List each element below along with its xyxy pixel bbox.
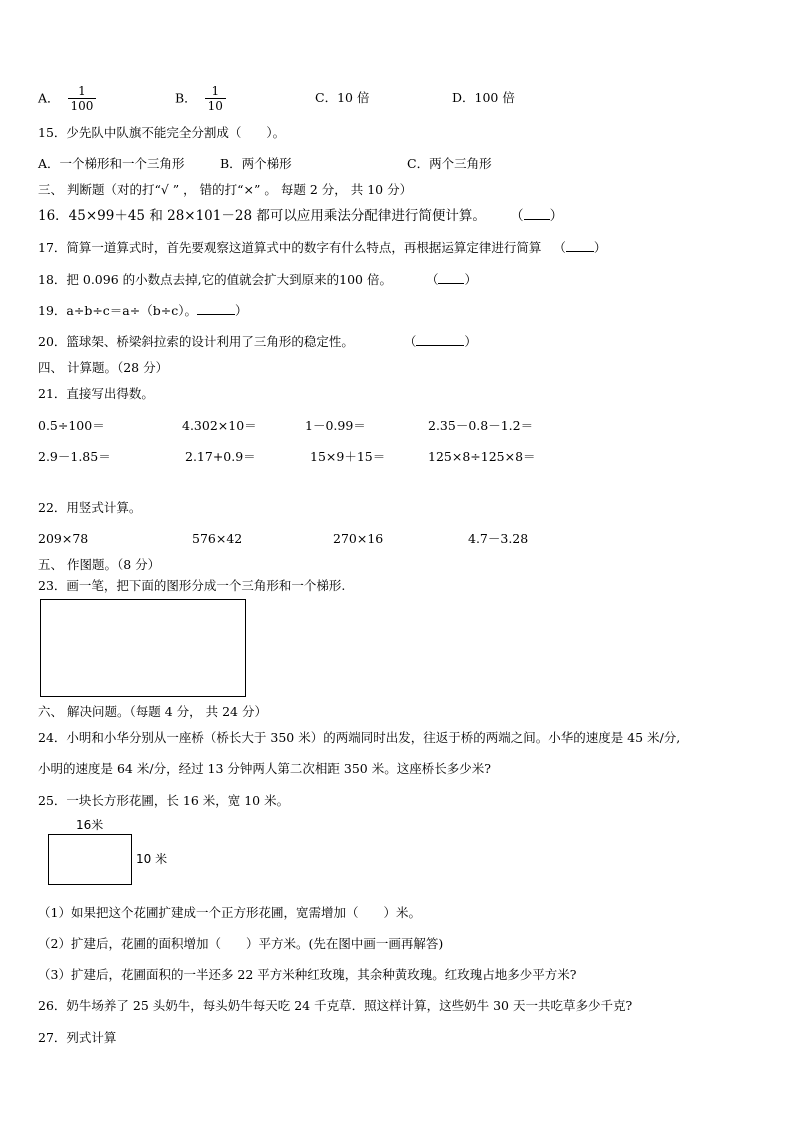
q17-answer-paren: （ ） bbox=[553, 240, 607, 255]
q25-sub-2: （2）扩建后，花圃的面积增加（ ）平方米。(先在图中画一画再解答) bbox=[38, 936, 444, 951]
fraction-numerator: 1 bbox=[78, 84, 86, 98]
q16-answer-paren: （ ） bbox=[510, 208, 564, 224]
q21-item: 2.17+0.9＝ bbox=[185, 449, 256, 464]
q21-stem: 21．直接写出得数。 bbox=[38, 386, 154, 401]
section-3-heading: 三、 判断题（对的打“√ ” ， 错的打“×” 。 每题 2 分， 共 10 分） bbox=[38, 182, 413, 197]
q25-figure-length-label: 16米 bbox=[76, 818, 104, 832]
q15-option-c: C．两个三角形 bbox=[407, 156, 492, 171]
q22-item: 4.7－3.28 bbox=[468, 531, 529, 546]
q21-item: 2.35－0.8－1.2＝ bbox=[428, 418, 534, 433]
q16 bbox=[38, 208, 563, 224]
q27: 27．列式计算 bbox=[38, 1030, 117, 1045]
q20-answer-paren: （ ） bbox=[403, 334, 477, 349]
q14-option-a-label: A． bbox=[38, 90, 60, 106]
q26: 26．奶牛场养了 25 头奶牛，每头奶牛每天吃 24 千克草．照这样计算，这些奶牛 30 天一共吃草多少千克? bbox=[38, 998, 633, 1013]
section-5-heading: 五、 作图题。（8 分） bbox=[38, 557, 161, 572]
q25-sub-1: （1）如果把这个花圃扩建成一个正方形花圃，宽需增加（ ）米。 bbox=[38, 905, 421, 920]
q19-answer-paren: ） bbox=[197, 303, 248, 318]
section-6-heading: 六、 解决问题。（每题 4 分， 共 24 分） bbox=[38, 704, 267, 719]
q20-text: 20．篮球架、桥梁斜拉索的设计利用了三角形的稳定性。 bbox=[38, 334, 354, 349]
q22-stem: 22．用竖式计算。 bbox=[38, 500, 142, 515]
q14-option-d: D．100 倍 bbox=[452, 90, 515, 105]
q17-text: 17．简算一道算式时，首先要观察这道算式中的数字有什么特点，再根据运算定律进行简算 bbox=[38, 240, 542, 255]
q14-option-b-label: B． bbox=[175, 90, 197, 106]
q19-text: 19．a÷b÷c＝a÷（b÷c）。 bbox=[38, 303, 197, 318]
q25-sub-3: （3）扩建后，花圃面积的一半还多 22 平方米种红玫瑰，其余种黄玫瑰。红玫瑰占地多少平方米? bbox=[38, 967, 577, 982]
q15-option-a: A．一个梯形和一个三角形 bbox=[38, 156, 185, 171]
q22-item: 209×78 bbox=[38, 531, 89, 546]
q22-item: 270×16 bbox=[333, 531, 384, 546]
fraction-denominator: 100 bbox=[70, 99, 94, 114]
q25-figure-width-label: 10 米 bbox=[136, 852, 168, 866]
q23-stem: 23．画一笔，把下面的图形分成一个三角形和一个梯形. bbox=[38, 578, 346, 593]
q21-item: 125×8÷125×8＝ bbox=[428, 449, 536, 464]
q21-item: 2.9－1.85＝ bbox=[38, 449, 111, 464]
q24-line-2: 小明的速度是 64 米/分，经过 13 分钟两人第二次相距 350 米。这座桥长多少米? bbox=[38, 761, 491, 776]
q15-stem: 15．少先队中队旗不能完全分割成（ ）。 bbox=[38, 125, 286, 140]
fraction-denominator: 10 bbox=[207, 99, 223, 114]
q16-text: 16．45×99＋45 和 28×101－28 都可以应用乘法分配律进行简便计算。 bbox=[38, 208, 486, 224]
q18-text: 18．把 0.096 的小数点去掉,它的值就会扩大到原来的100 倍。 bbox=[38, 272, 392, 287]
q18 bbox=[38, 272, 477, 287]
q22-item: 576×42 bbox=[192, 531, 243, 546]
q24-line-1: 24．小明和小华分别从一座桥（桥长大于 350 米）的两端同时出发，往返于桥的两端之间。小华的速度是 45 米/分, bbox=[38, 730, 681, 745]
section-4-heading: 四、 计算题。（28 分） bbox=[38, 360, 169, 375]
q21-item: 4.302×10＝ bbox=[182, 418, 257, 433]
q25-stem: 25．一块长方形花圃，长 16 米，宽 10 米。 bbox=[38, 793, 290, 808]
q25-garden-rectangle-figure bbox=[48, 834, 132, 885]
q17 bbox=[38, 240, 606, 255]
q14-option-a bbox=[38, 84, 96, 114]
fraction-1-10 bbox=[205, 84, 226, 114]
q21-item: 15×9＋15＝ bbox=[310, 449, 386, 464]
q20 bbox=[38, 334, 477, 349]
q15-option-b: B．两个梯形 bbox=[220, 156, 292, 171]
q19 bbox=[38, 303, 247, 318]
q21-item: 1－0.99＝ bbox=[305, 418, 366, 433]
q14-option-b bbox=[175, 84, 226, 114]
q18-answer-paren: （ ） bbox=[425, 272, 477, 287]
q14-option-c: C．10 倍 bbox=[315, 90, 370, 105]
fraction-1-100 bbox=[68, 84, 97, 114]
q23-rectangle-figure bbox=[40, 599, 246, 697]
q21-item: 0.5÷100＝ bbox=[38, 418, 105, 433]
fraction-numerator: 1 bbox=[211, 84, 220, 98]
